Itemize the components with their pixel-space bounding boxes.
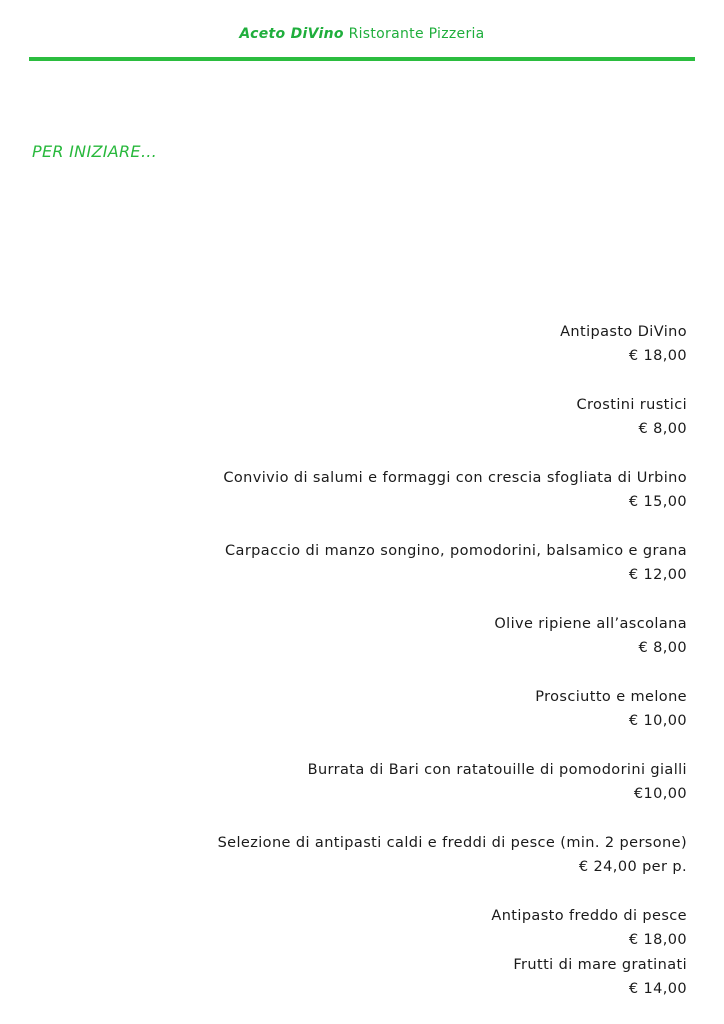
menu-item-name: Olive ripiene all’ascolana [494, 616, 687, 632]
menu-item [127, 539, 687, 587]
menu-item-price: € 12,00 [628, 567, 687, 583]
menu-item [127, 904, 687, 952]
menu-item-price: € 18,00 [628, 932, 687, 948]
menu-item [127, 393, 687, 441]
menu-item-price: € 10,00 [628, 713, 687, 729]
menu-item-price: € 8,00 [638, 640, 687, 656]
menu-item [127, 320, 687, 368]
menu-item-name: Crostini rustici [576, 397, 687, 413]
menu-item-price: € 14,00 [628, 981, 687, 997]
menu-item-price: € 15,00 [628, 494, 687, 510]
page-header [0, 24, 724, 44]
menu-list [127, 320, 687, 1001]
menu-item [127, 953, 687, 1001]
menu-item-name: Antipasto DiVino [560, 324, 687, 340]
menu-item-price: € 18,00 [628, 348, 687, 364]
header-divider [29, 57, 695, 61]
menu-item-price: € 8,00 [638, 421, 687, 437]
menu-item-name: Prosciutto e melone [535, 689, 687, 705]
restaurant-subtitle: Ristorante Pizzeria [348, 26, 485, 42]
section-title: PER INIZIARE… [32, 142, 158, 161]
menu-item-price: € 24,00 per p. [578, 859, 687, 875]
menu-item-name: Convivio di salumi e formaggi con crescia sfogliata di Urbino [223, 470, 687, 486]
restaurant-brand: Aceto DiVino [239, 26, 344, 42]
menu-item-name: Burrata di Bari con ratatouille di pomodorini gialli [307, 762, 687, 778]
menu-item [127, 612, 687, 660]
menu-item [127, 758, 687, 806]
menu-item [127, 466, 687, 514]
menu-item-name: Frutti di mare gratinati [513, 957, 687, 973]
menu-item-name: Antipasto freddo di pesce [491, 908, 687, 924]
menu-item [127, 685, 687, 733]
menu-item-name: Selezione di antipasti caldi e freddi di pesce (min. 2 persone) [217, 835, 687, 851]
menu-item-price: €10,00 [633, 786, 687, 802]
menu-item [127, 831, 687, 879]
menu-item-name: Carpaccio di manzo songino, pomodorini, balsamico e grana [225, 543, 687, 559]
